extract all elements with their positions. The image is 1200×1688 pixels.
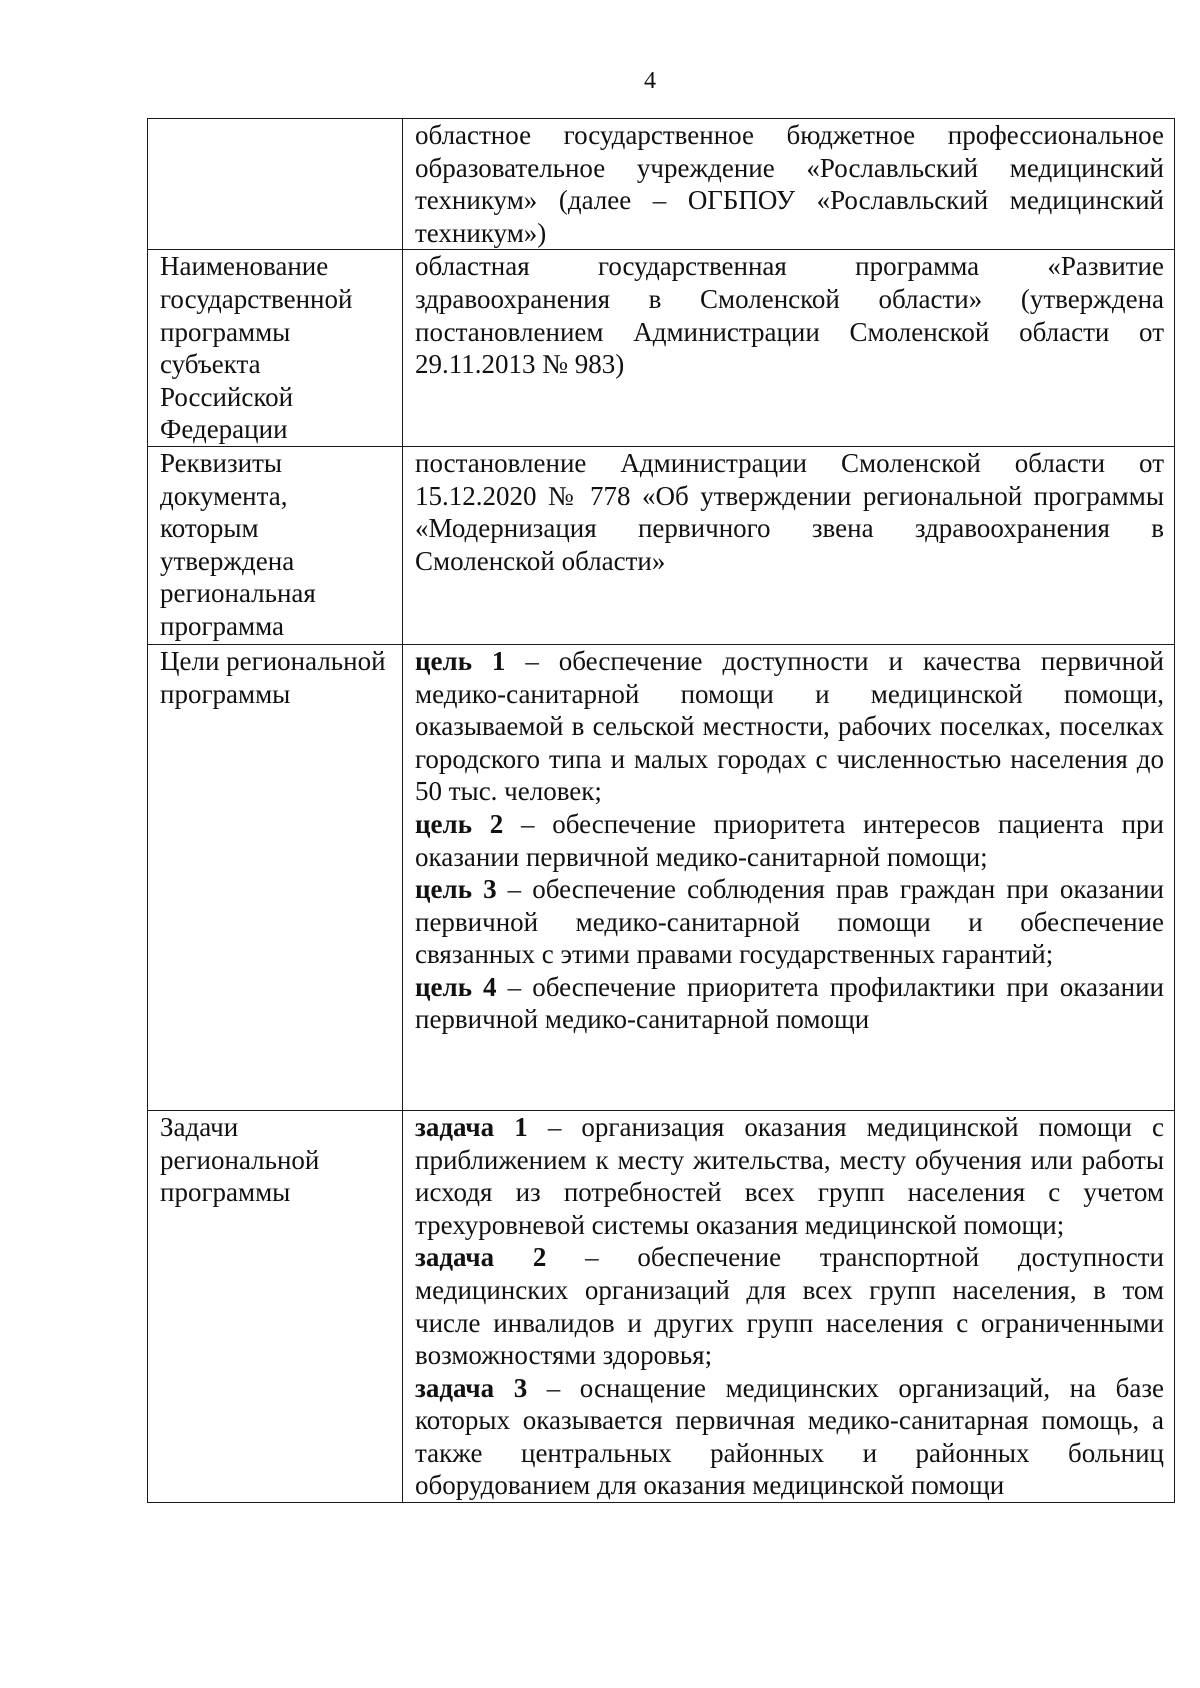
paragraph	[415, 447, 1164, 577]
row-content-cell	[403, 250, 1175, 447]
goal-paragraph	[415, 971, 1164, 1036]
row-label: Реквизиты документа, которым утверждена региональная программа	[160, 447, 316, 641]
goal-number: цель 1	[415, 645, 506, 676]
row-label: Задачи региональной программы	[160, 1111, 320, 1208]
row-label: Цели региональной программы	[160, 645, 386, 709]
row-label: Наименование государственной программы субъекта Российской Федерации	[160, 251, 353, 445]
paragraph-text: постановление Администрации Смоленской области от 15.12.2020 № 778 «Об утверждении региональной программы «Модернизация первичного звена здравоохранения в Смоленской области»	[415, 447, 1164, 576]
table-row	[148, 644, 1175, 1110]
page-number: 4	[644, 68, 656, 94]
paragraph	[415, 250, 1164, 380]
row-label-cell	[148, 446, 403, 644]
goal-paragraph	[415, 645, 1164, 808]
goal-text: – обеспечение доступности и качества первичной медико-санитарной помощи и медицинской помощи, оказываемой в сельской местности, рабочих поселках, поселках городского типа и малых городах с численностью населения до 50 тыс. человек;	[415, 645, 1165, 807]
goal-paragraph	[415, 873, 1164, 971]
task-number: задача 3	[415, 1372, 528, 1403]
task-text: – организация оказания медицинской помощи с приближением к месту жительства, месту обучения или работы исходя из потребностей всех групп населения с учетом трехуровневой системы оказания медицинской помощи;	[415, 1111, 1165, 1240]
task-text: – оснащение медицинских организаций, на базе которых оказывается первичная медико-санитарная помощь, а также центральных районных и районных больниц оборудованием для оказания медицинской помощи	[415, 1372, 1164, 1501]
goal-paragraph	[415, 808, 1164, 873]
goal-text: – обеспечение приоритета интересов пациента при оказании первичной медико-санитарной помощи;	[415, 808, 1164, 872]
row-label-cell	[148, 119, 403, 250]
row-label-cell	[148, 644, 403, 1110]
row-content-cell	[403, 446, 1175, 644]
task-number: задача 1	[415, 1111, 528, 1142]
paragraph	[415, 119, 1164, 249]
row-label-cell	[148, 1110, 403, 1502]
goal-number: цель 3	[415, 874, 497, 905]
table-row	[148, 119, 1175, 250]
task-paragraph	[415, 1372, 1164, 1502]
program-passport-table	[147, 118, 1175, 1503]
table-row	[148, 250, 1175, 447]
task-number: задача 2	[415, 1242, 547, 1273]
task-paragraph	[415, 1241, 1164, 1371]
table-row	[148, 1110, 1175, 1502]
row-content-cell	[403, 644, 1175, 1110]
row-label-cell	[148, 250, 403, 447]
goal-text: – обеспечение соблюдения прав граждан при оказании первичной медико-санитарной помощи и обеспечение связанных с этими правами государственных гарантий;	[415, 874, 1165, 970]
task-text: – обеспечение транспортной доступности медицинских организаций для всех групп населения, в том числе инвалидов и других групп населения с ограниченными возможностями здоровья;	[415, 1242, 1164, 1371]
table-row	[148, 446, 1175, 644]
goal-number: цель 4	[415, 971, 497, 1002]
row-content-cell	[403, 119, 1175, 250]
goal-number: цель 2	[415, 808, 504, 839]
paragraph-text: областная государственная программа «Развитие здравоохранения в Смоленской области» (утверждена постановлением Администрации Смоленской области от 29.11.2013 № 983)	[415, 251, 1164, 380]
paragraph-text: областное государственное бюджетное профессиональное образовательное учреждение «Рославльский медицинский техникум» (далее – ОГБПОУ «Рославльский медицинский техникум»)	[415, 120, 1164, 248]
row-content-cell	[403, 1110, 1175, 1502]
task-paragraph	[415, 1111, 1164, 1241]
goal-text: – обеспечение приоритета профилактики при оказании первичной медико-санитарной помощи	[415, 971, 1164, 1035]
